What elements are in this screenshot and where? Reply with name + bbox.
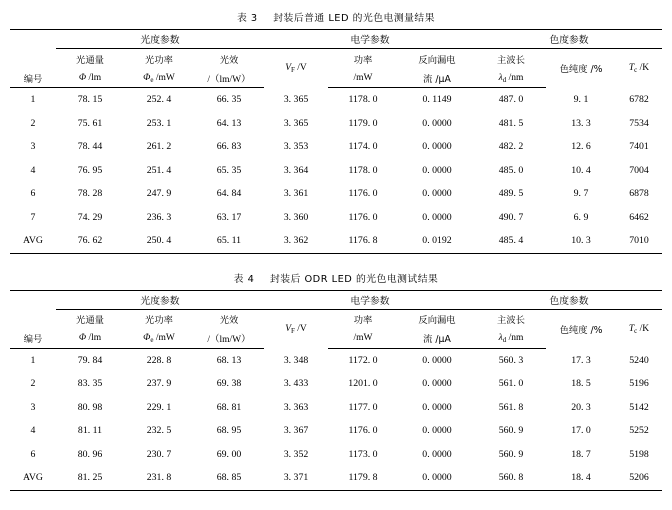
cell-efficacy: 65. 11 [194,229,264,253]
cell-elecpower: 1172. 0 [348,354,378,366]
cell-vf: 3. 367 [283,425,309,437]
cell-id: 3 [30,401,36,413]
table-4-col-cct-header: $T_c$ /K [628,323,650,335]
cell-power: 252. 4 [146,94,172,106]
cell-id: AVG [10,466,56,490]
cell-elecpower: 1179. 0 [348,117,378,129]
cell-elecpower: 1176. 0 [348,188,378,200]
cell-efficacy: 64. 13 [216,117,242,129]
cell-purity: 9. 1 [573,94,589,105]
table-3-col-wavelength-header: 主波长 [497,54,525,66]
cell-elecpower: 1179. 8 [328,466,398,490]
cell-elecpower: 1173. 0 [348,448,378,460]
table-row-average [10,466,662,490]
cell-power: 230. 7 [146,448,172,460]
cell-efficacy: 68. 13 [216,354,242,366]
table-caption-4-text: 封装后 ODR LED 的光色电测试结果 [269,273,439,285]
cell-flux: 81. 25 [56,466,124,490]
cell-leakage: 0. 0000 [398,466,476,490]
cell-wavelength: 561. 8 [498,401,524,413]
cell-leakage: 0. 0000 [422,117,452,129]
table-4-body [10,348,662,490]
cell-cct: 6878 [629,188,649,200]
cell-id: AVG [10,229,56,253]
cell-cct: 5198 [629,448,649,460]
table-3-col-cct-header: $T_c$ /K [628,63,650,75]
table-4-col-wavelength-header: 主波长 [497,315,525,326]
table-4-col-vf-header: $V_F$ /V [285,323,307,335]
cell-power: 253. 1 [146,117,172,129]
table-4-col-id-label: 编号 [10,329,56,349]
cell-wavelength: 561. 0 [498,378,524,390]
table-3-col-efficacy-header: 光效 [219,54,239,66]
cell-purity: 18. 4 [546,466,616,490]
cell-power: 231. 8 [124,466,194,490]
table-row [10,182,662,206]
cell-cct: 5252 [629,425,649,437]
table-4-col-elecpower-unit: /mW [328,329,398,349]
cell-leakage: 0. 0000 [422,425,452,437]
cell-id: 4 [30,164,36,176]
cell-efficacy: 68. 85 [194,466,264,490]
cell-flux: 83. 35 [77,378,103,390]
table-block-3 [10,10,662,254]
table-3-col-id-header [10,30,56,69]
table-3-col-purity-header: 色纯度 /% [559,64,603,76]
table-4-group-electrical: 电学参数 [264,290,476,309]
cell-flux: 79. 84 [77,354,103,366]
table-row [10,112,662,136]
cell-cct: 5196 [629,378,649,390]
cell-efficacy: 64. 84 [216,188,242,200]
cell-power: 236. 3 [146,211,172,223]
cell-id: 1 [30,354,36,366]
table-4-col-flux-header: 光通量 [76,315,104,326]
cell-cct: 7010 [616,229,662,253]
cell-purity: 18. 7 [571,448,591,460]
table-row [10,206,662,230]
cell-flux: 76. 62 [56,229,124,253]
table-4-group-colorimetric: 色度参数 [476,290,662,309]
cell-flux: 80. 96 [77,448,103,460]
cell-flux: 78. 15 [77,94,103,106]
cell-id: 1 [30,94,36,106]
cell-id: 6 [30,448,36,460]
table-3-group-colorimetric: 色度参数 [476,30,662,49]
cell-power: 237. 9 [146,378,172,390]
cell-wavelength: 560. 9 [498,448,524,460]
table-4-group-header-row [10,290,662,309]
cell-efficacy: 68. 95 [216,425,242,437]
cell-efficacy: 66. 35 [216,94,242,106]
table-4-col-elecpower-header: 功率 [353,315,373,326]
cell-cct: 7004 [629,164,649,176]
table-3-group-electrical: 电学参数 [264,30,476,49]
table-4-col-leakage-header: 反向漏电 [418,315,456,326]
cell-efficacy: 63. 17 [216,211,242,223]
cell-purity: 17. 3 [571,354,591,366]
cell-flux: 74. 29 [77,211,103,223]
table-3-col-wavelength-unit: $\lambda_d$ /nm [476,68,546,88]
cell-purity: 13. 3 [571,117,591,129]
cell-efficacy: 69. 38 [216,378,242,390]
cell-elecpower: 1178. 0 [348,164,378,176]
cell-flux: 78. 44 [77,141,103,153]
cell-purity: 6. 9 [573,211,589,223]
table-3-col-power-unit: $\Phi_e$ /mW [124,68,194,88]
cell-elecpower: 1176. 0 [348,211,378,223]
cell-power: 229. 1 [146,401,172,413]
cell-power: 247. 9 [146,188,172,200]
table-4-col-flux-unit: Φ /lm [56,329,124,349]
cell-vf: 3. 363 [283,401,309,413]
cell-efficacy: 65. 35 [216,164,242,176]
table-3-col-efficacy-unit: /（lm/W） [194,68,264,88]
table-3-col-leakage-header: 反向漏电 [418,54,456,66]
cell-cct: 5142 [629,401,649,413]
cell-vf: 3. 433 [283,378,309,390]
cell-leakage: 0. 0192 [398,229,476,253]
cell-vf: 3. 371 [264,466,328,490]
table-3-group-photometric: 光度参数 [56,30,264,49]
cell-elecpower: 1177. 0 [348,401,378,413]
cell-leakage: 0. 0000 [422,211,452,223]
cell-purity: 10. 4 [571,164,591,176]
cell-purity: 20. 3 [571,401,591,413]
cell-purity: 10. 3 [546,229,616,253]
table-3-col-vf-header: $V_F$ /V [285,63,307,75]
table-4-col-wavelength-unit: $\lambda_d$ /nm [476,329,546,349]
cell-cct: 7534 [629,117,649,129]
cell-purity: 17. 0 [571,425,591,437]
table-caption-4-label: 表 4 [233,273,255,285]
cell-leakage: 0. 0000 [422,401,452,413]
cell-power: 251. 4 [146,164,172,176]
cell-vf: 3. 348 [283,354,309,366]
table-caption-4 [10,271,662,285]
cell-flux: 80. 98 [77,401,103,413]
cell-cct: 5206 [616,466,662,490]
table-3-col-flux-header: 光通量 [76,54,104,66]
table-4-col-id-header [10,290,56,329]
table-3-col-flux-unit: Φ /lm [56,68,124,88]
cell-leakage: 0. 0000 [422,164,452,176]
cell-leakage: 0. 0000 [422,448,452,460]
table-3-body [10,88,662,254]
table-4-col-power-header: 光功率 [145,315,173,326]
cell-purity: 9. 7 [573,188,589,200]
table-3 [10,29,662,254]
cell-power: 250. 4 [124,229,194,253]
cell-elecpower: 1178. 0 [348,94,378,106]
cell-purity: 12. 6 [571,141,591,153]
table-row-average [10,229,662,253]
cell-elecpower: 1201. 0 [348,378,378,390]
cell-vf: 3. 365 [283,117,309,129]
table-row [10,396,662,420]
table-3-col-leakage-unit: 流 /μA [398,68,476,88]
cell-wavelength: 485. 0 [498,164,524,176]
cell-cct: 7401 [629,141,649,153]
cell-vf: 3. 364 [283,164,309,176]
table-3-col-id-label: 编号 [10,68,56,88]
cell-efficacy: 68. 81 [216,401,242,413]
table-4 [10,290,662,491]
table-caption-3-label: 表 3 [236,13,258,24]
cell-id: 4 [30,425,36,437]
cell-vf: 3. 365 [283,94,309,105]
cell-leakage: 0. 0000 [422,141,452,153]
cell-elecpower: 1174. 0 [348,141,378,153]
cell-id: 7 [30,211,36,223]
cell-vf: 3. 352 [283,448,309,460]
table-spacer [10,254,662,267]
cell-vf: 3. 361 [283,188,309,200]
table-3-col-power-header: 光功率 [145,54,173,66]
table-caption-3 [10,10,662,24]
cell-purity: 18. 5 [571,378,591,390]
cell-flux: 76. 95 [77,164,103,176]
cell-vf: 3. 360 [283,211,309,223]
cell-efficacy: 69. 00 [216,448,242,460]
cell-cct: 5240 [629,354,649,366]
table-4-col-power-unit: $\Phi_e$ /mW [124,329,194,349]
table-row [10,159,662,183]
cell-id: 3 [30,141,36,153]
table-4-subheader-row-1 [10,309,662,329]
cell-wavelength: 489. 5 [498,188,524,200]
table-3-col-elecpower-header: 功率 [353,54,373,66]
cell-leakage: 0. 0000 [422,378,452,390]
cell-leakage: 0. 0000 [422,354,452,366]
table-3-subheader-row-1 [10,49,662,69]
table-4-col-efficacy-header: 光效 [219,315,239,326]
cell-flux: 81. 11 [77,425,103,437]
table-4-col-purity-header: 色纯度 /% [559,324,603,336]
cell-cct: 6462 [629,211,649,223]
cell-wavelength: 482. 2 [498,141,524,153]
cell-id: 6 [30,188,36,200]
cell-wavelength: 490. 7 [498,211,524,223]
table-row [10,372,662,396]
table-4-col-efficacy-unit: /（lm/W） [194,329,264,349]
table-row [10,135,662,159]
cell-id: 2 [30,117,36,129]
cell-leakage: 0. 0000 [422,188,452,200]
table-4-group-photometric: 光度参数 [56,290,264,309]
cell-vf: 3. 362 [264,229,328,253]
table-caption-3-text: 封装后普通 LED 的光色电测量结果 [273,13,436,24]
cell-wavelength: 485. 4 [476,229,546,253]
table-row [10,419,662,443]
table-4-col-leakage-unit: 流 /μA [398,329,476,349]
cell-leakage: 0. 1149 [422,94,452,106]
table-row [10,348,662,372]
table-3-col-elecpower-unit: /mW [328,68,398,88]
table-3-group-header-row [10,30,662,49]
table-row [10,88,662,112]
cell-elecpower: 1176. 0 [348,425,378,437]
cell-power: 228. 8 [146,354,172,366]
cell-wavelength: 487. 0 [498,94,524,106]
table-row [10,443,662,467]
cell-efficacy: 66. 83 [216,141,242,153]
cell-id: 2 [30,378,36,390]
cell-wavelength: 560. 3 [498,354,524,366]
cell-elecpower: 1176. 8 [328,229,398,253]
cell-power: 261. 2 [146,141,172,153]
cell-wavelength: 560. 9 [498,425,524,437]
cell-flux: 78. 28 [77,188,103,200]
cell-power: 232. 5 [146,425,172,437]
cell-wavelength: 481. 5 [498,117,524,129]
table-block-4 [10,271,662,491]
cell-vf: 3. 353 [283,141,309,153]
cell-wavelength: 560. 8 [476,466,546,490]
cell-flux: 75. 61 [77,117,103,129]
cell-cct: 6782 [629,94,649,105]
